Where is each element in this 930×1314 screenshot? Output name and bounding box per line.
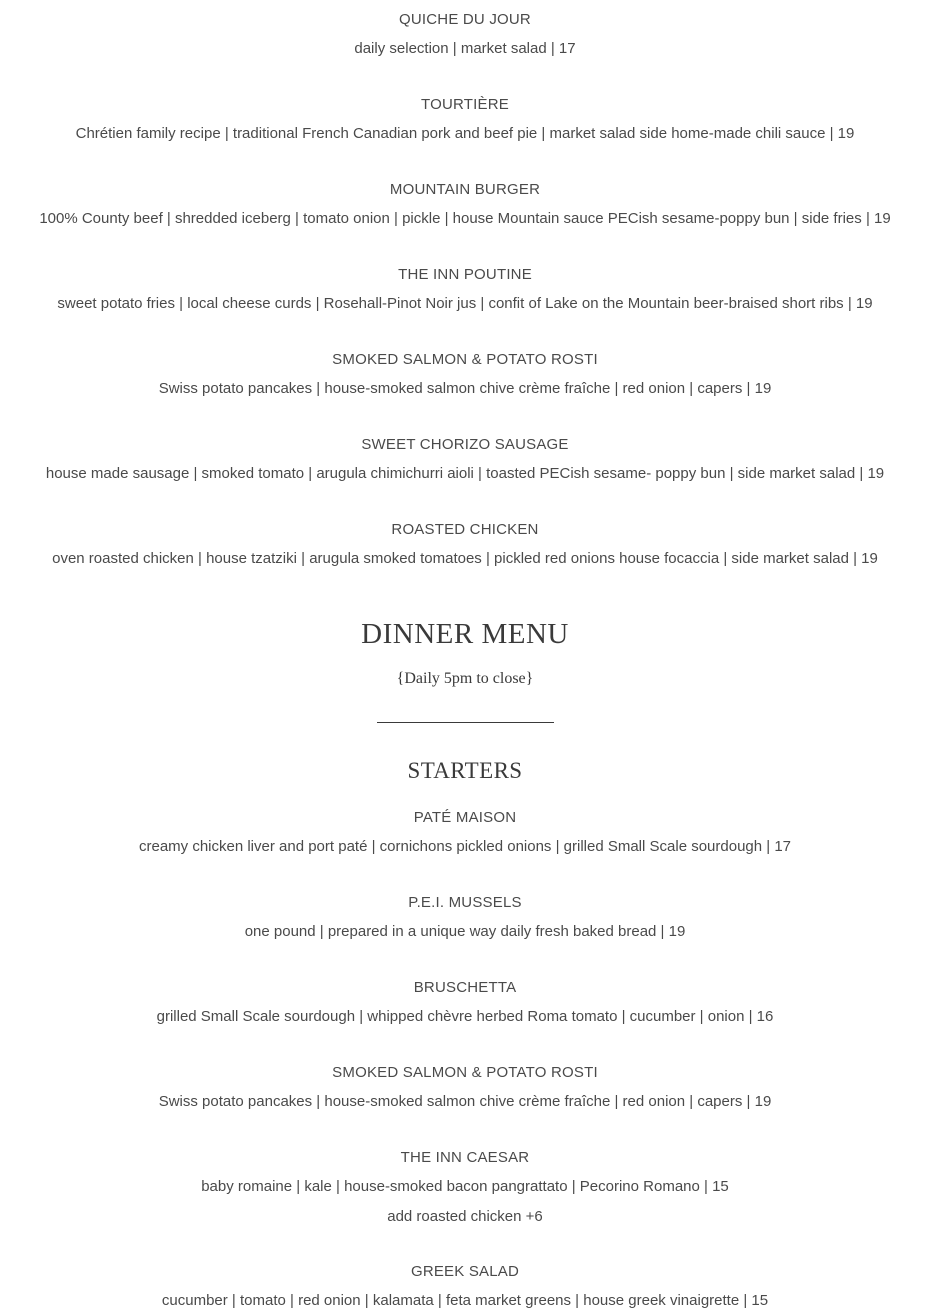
menu-item-roasted-chicken [0,520,930,569]
menu-item-name: QUICHE DU JOUR [399,11,531,28]
menu-item-tourtiere [0,95,930,144]
menu-item-description: sweet potato fries | local cheese curds | Rosehall-Pinot Noir jus | confit of Lake on the Mountain beer-braised short ribs | 19 [57,295,873,312]
menu-item-pei-mussels [0,893,930,942]
menu-item-description: cucumber | tomato | red onion | kalamata | feta market greens | house greek vinaigrette | 15 [161,1292,769,1309]
menu-item-inn-poutine [0,265,930,314]
menu-item-description: Swiss potato pancakes | house-smoked salmon chive crème fraîche | red onion | capers | 19 [158,380,772,397]
menu-item-name: PATÉ MAISON [413,809,517,826]
menu-item-name: THE INN CAESAR [400,1149,530,1166]
section-divider [377,722,554,723]
menu-item-description: Chrétien family recipe | traditional French Canadian pork and beef pie | market salad side home-made chili sauce | 19 [75,125,855,142]
menu-item-mountain-burger [0,180,930,229]
menu-item-description: one pound | prepared in a unique way daily fresh baked bread | 19 [244,923,686,940]
menu-item-description: 100% County beef | shredded iceberg | tomato onion | pickle | house Mountain sauce PECish sesame-poppy bun | side fries | 19 [39,210,891,227]
menu-item-name: GREEK SALAD [410,1263,520,1280]
menu-item-description: Swiss potato pancakes | house-smoked salmon chive crème fraîche | red onion | capers | 19 [158,1093,772,1110]
menu-item-name: TOURTIÈRE [421,96,509,113]
menu-item-quiche [0,10,930,59]
menu-item-description: oven roasted chicken | house tzatziki | arugula smoked tomatoes | pickled red onions house focaccia | side market salad | 19 [52,550,878,567]
menu-item-name: P.E.I. MUSSELS [408,894,522,911]
menu-item-greek-salad [0,1262,930,1311]
menu-item-addon: add roasted chicken +6 [387,1208,543,1225]
starters-heading: STARTERS [407,758,523,783]
menu-item-description: creamy chicken liver and port paté | cornichons pickled onions | grilled Small Scale sourdough | 17 [138,838,792,855]
menu-item-sweet-chorizo [0,435,930,484]
menu-item-name: SMOKED SALMON & POTATO ROSTI [332,351,598,368]
menu-item-description: daily selection | market salad | 17 [354,40,576,57]
menu-item-name: ROASTED CHICKEN [391,521,539,538]
menu-item-name: SMOKED SALMON & POTATO ROSTI [332,1064,598,1081]
menu-item-smoked-salmon-rosti [0,350,930,399]
menu-item-name: SWEET CHORIZO SAUSAGE [361,436,569,453]
menu-item-name: MOUNTAIN BURGER [389,181,541,198]
menu-item-bruschetta [0,978,930,1027]
menu-item-description: baby romaine | kale | house-smoked bacon pangrattato | Pecorino Romano | 15 [201,1178,729,1195]
dinner-menu-hours: {Daily 5pm to close} [396,670,534,687]
menu-item-name: THE INN POUTINE [398,266,532,283]
menu-item-pate-maison [0,808,930,857]
menu-item-smoked-salmon-rosti-starter [0,1063,930,1112]
menu-item-inn-caesar [0,1148,930,1227]
dinner-menu-title: DINNER MENU [361,618,569,650]
menu-item-description: house made sausage | smoked tomato | arugula chimichurri aioli | toasted PECish sesame- poppy bun | side market salad | 19 [45,465,885,482]
menu-item-description: grilled Small Scale sourdough | whipped chèvre herbed Roma tomato | cucumber | onion | 16 [156,1008,774,1025]
menu-item-name: BRUSCHETTA [413,979,517,996]
